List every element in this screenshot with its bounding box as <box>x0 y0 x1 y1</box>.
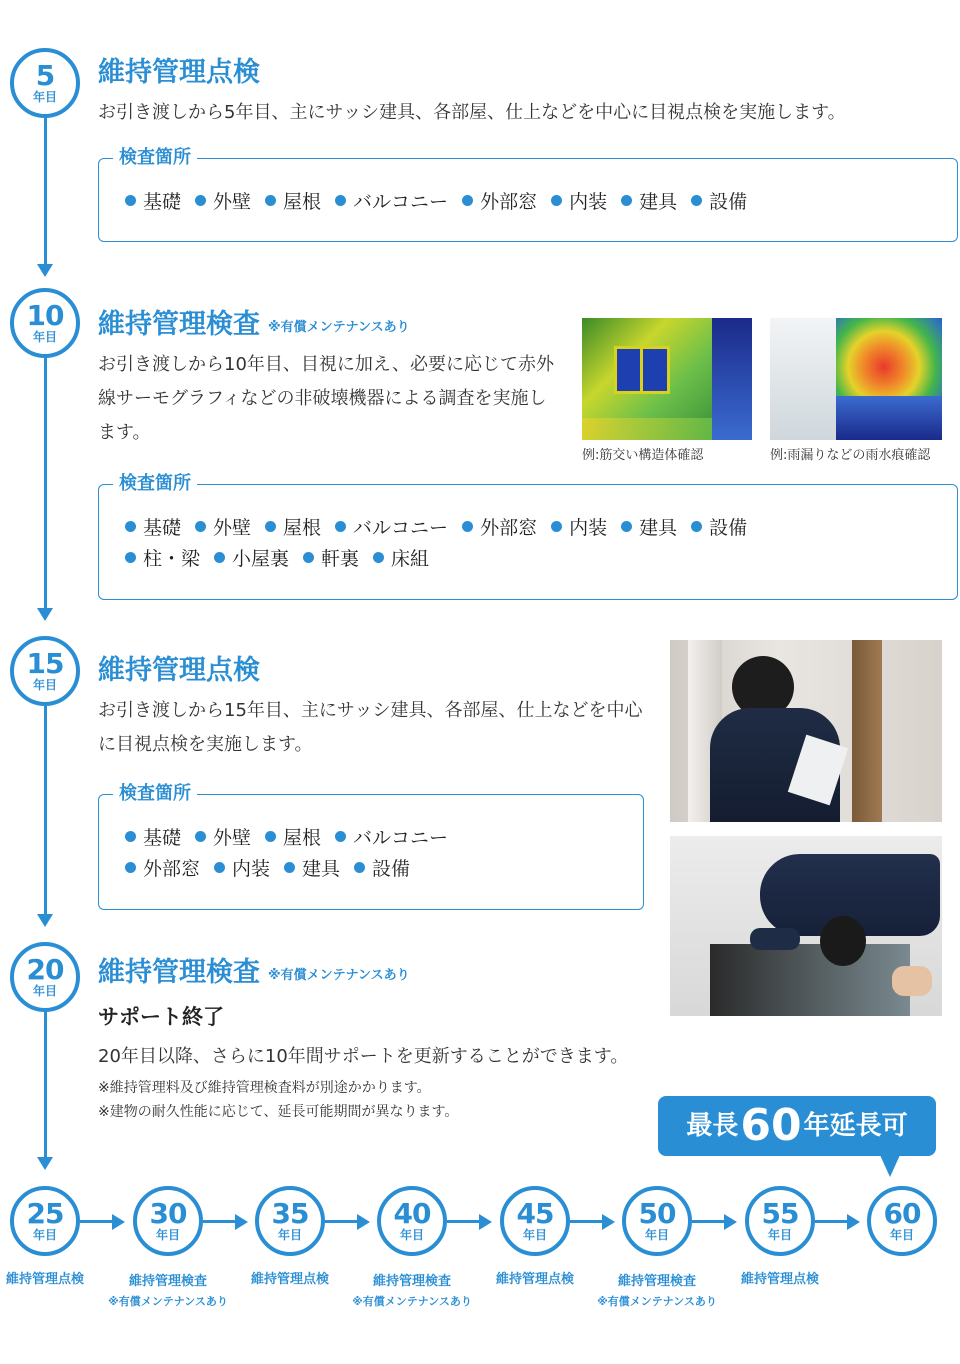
year-badge <box>10 942 80 1012</box>
step-title <box>98 648 260 687</box>
year-number: 25 <box>26 1197 64 1230</box>
inspection-item: 内装 <box>551 513 607 544</box>
inspection-item: 外部窓 <box>462 513 537 544</box>
arrow-right-icon <box>112 1214 125 1230</box>
inspection-item: 屋根 <box>265 823 321 854</box>
inspection-item: 基礎 <box>125 187 181 218</box>
arrow-right-icon <box>235 1214 248 1230</box>
inspection-item: 建具 <box>621 513 677 544</box>
year-unit: 年目 <box>277 1228 302 1242</box>
timeline-label: 維持管理点検 <box>740 1272 819 1287</box>
timeline-line <box>815 1220 849 1223</box>
year-unit: 年目 <box>644 1228 669 1242</box>
year-number: 35 <box>271 1197 309 1230</box>
inspector-photo-floor-hatch <box>670 836 942 1016</box>
paid-maintenance-note: ※有償メンテナンスあり <box>352 1295 472 1308</box>
paid-maintenance-note: ※有償メンテナンスあり <box>108 1295 228 1308</box>
paid-maintenance-note: ※有償メンテナンスあり <box>268 968 410 983</box>
timeline-line <box>203 1220 237 1223</box>
year-unit: 年目 <box>155 1228 180 1242</box>
callout-pointer <box>880 1155 900 1177</box>
year-number: 10 <box>26 299 64 332</box>
year-unit: 年目 <box>767 1228 792 1242</box>
timeline-label: 維持管理検査 <box>128 1274 207 1289</box>
year-number: 60 <box>883 1197 921 1230</box>
timeline-label: 維持管理点検 <box>495 1272 574 1287</box>
step-title <box>98 302 410 341</box>
inspection-item: 外部窓 <box>462 187 537 218</box>
timeline-line <box>44 706 47 916</box>
timeline-line <box>692 1220 726 1223</box>
max-extension-callout <box>658 1096 936 1156</box>
inspection-item: 外壁 <box>195 823 251 854</box>
year-badge <box>10 1186 80 1256</box>
inspection-item: 設備 <box>691 187 747 218</box>
timeline-line <box>44 118 47 266</box>
year-unit: 年目 <box>32 90 57 104</box>
inspection-item: 内装 <box>551 187 607 218</box>
arrow-right-icon <box>847 1214 860 1230</box>
inspection-item: 外部窓 <box>125 854 200 885</box>
arrow-right-icon <box>357 1214 370 1230</box>
year-unit: 年目 <box>32 330 57 344</box>
inspection-legend: 検査箇所 <box>113 782 197 806</box>
paid-maintenance-note: ※有償メンテナンスあり <box>268 320 410 335</box>
year-unit: 年目 <box>32 678 57 692</box>
inspection-items <box>125 187 943 218</box>
year-badge <box>133 1186 203 1256</box>
year-badge <box>745 1186 815 1256</box>
step-description: 20年目以降、さらに10年間サポートを更新することができます。 <box>98 1046 629 1067</box>
year-unit: 年目 <box>399 1228 424 1242</box>
arrow-right-icon <box>479 1214 492 1230</box>
timeline-line <box>325 1220 359 1223</box>
inspection-item: 床組 <box>373 544 429 575</box>
year-number: 40 <box>393 1197 431 1230</box>
year-number: 15 <box>26 647 64 680</box>
step-description: お引き渡しから10年目、目視に加え、必要に応じて赤外線サーモグラフィなどの非破壊機器による調査を実施します。 <box>98 354 554 443</box>
inspection-box <box>98 473 958 600</box>
year-number: 30 <box>149 1197 187 1230</box>
year-number: 55 <box>761 1197 799 1230</box>
step-title-text: 維持管理検査 <box>98 309 260 340</box>
fine-print: ※建物の耐久性能に応じて、延長可能期間が異なります。 <box>98 1104 459 1120</box>
callout-prefix: 最長 <box>686 1111 739 1141</box>
inspection-item: 小屋裏 <box>214 544 289 575</box>
timeline-line <box>80 1220 114 1223</box>
timeline-line <box>44 1012 47 1158</box>
inspection-items <box>125 513 943 575</box>
year-badge <box>10 48 80 118</box>
thermography-image-structure <box>582 318 752 440</box>
timeline-line <box>570 1220 604 1223</box>
year-unit: 年目 <box>32 984 57 998</box>
fine-print: ※維持管理料及び維持管理検査料が別途かかります。 <box>98 1080 431 1096</box>
year-unit: 年目 <box>889 1228 914 1242</box>
inspection-item: 設備 <box>691 513 747 544</box>
inspection-box <box>98 783 644 910</box>
arrow-right-icon <box>724 1214 737 1230</box>
inspection-items <box>125 823 629 885</box>
inspection-item: 建具 <box>284 854 340 885</box>
callout-suffix: 年延長可 <box>803 1111 908 1141</box>
step-title <box>98 950 410 989</box>
thermography-image-leak <box>770 318 942 440</box>
year-badge <box>867 1186 937 1256</box>
year-number: 20 <box>26 953 64 986</box>
inspection-legend: 検査箇所 <box>113 146 197 170</box>
year-unit: 年目 <box>32 1228 57 1242</box>
year-number: 5 <box>35 59 55 92</box>
inspection-item: 内装 <box>214 854 270 885</box>
inspection-item: 設備 <box>354 854 410 885</box>
year-number: 50 <box>638 1197 676 1230</box>
step-title <box>98 50 260 89</box>
timeline-line <box>447 1220 481 1223</box>
inspection-item: 屋根 <box>265 187 321 218</box>
image-caption: 例:筋交い構造体確認 <box>582 448 704 463</box>
arrow-down-icon <box>37 1157 53 1170</box>
step-title-text: 維持管理検査 <box>98 957 260 988</box>
paid-maintenance-note: ※有償メンテナンスあり <box>597 1295 717 1308</box>
year-badge <box>255 1186 325 1256</box>
year-badge <box>500 1186 570 1256</box>
timeline-label: 維持管理検査 <box>372 1274 451 1289</box>
timeline-line <box>44 358 47 610</box>
support-end-heading: サポート終了 <box>98 1005 224 1029</box>
inspection-item: バルコニー <box>335 187 448 218</box>
year-badge <box>10 288 80 358</box>
inspection-item: 屋根 <box>265 513 321 544</box>
inspection-item: バルコニー <box>335 823 448 854</box>
arrow-down-icon <box>37 608 53 621</box>
arrow-down-icon <box>37 264 53 277</box>
inspection-item: 建具 <box>621 187 677 218</box>
inspection-item: 外壁 <box>195 187 251 218</box>
inspection-item: 基礎 <box>125 513 181 544</box>
arrow-down-icon <box>37 914 53 927</box>
year-badge <box>10 636 80 706</box>
year-badge <box>622 1186 692 1256</box>
inspection-item: バルコニー <box>335 513 448 544</box>
inspection-item: 基礎 <box>125 823 181 854</box>
inspection-box <box>98 147 958 242</box>
timeline-label: 維持管理点検 <box>5 1272 84 1287</box>
inspection-item: 柱・梁 <box>125 544 200 575</box>
inspector-photo-clipboard <box>670 640 942 822</box>
timeline-label: 維持管理検査 <box>617 1274 696 1289</box>
inspection-legend: 検査箇所 <box>113 472 197 496</box>
callout-number: 60 <box>740 1100 802 1151</box>
year-badge <box>377 1186 447 1256</box>
step-description: お引き渡しから5年目、主にサッシ建具、各部屋、仕上などを中心に目視点検を実施します。 <box>98 102 846 123</box>
image-caption: 例:雨漏りなどの雨水痕確認 <box>770 448 931 463</box>
step-title-text: 維持管理点検 <box>98 655 260 686</box>
timeline-label: 維持管理点検 <box>250 1272 329 1287</box>
year-number: 45 <box>516 1197 554 1230</box>
inspection-item: 軒裏 <box>303 544 359 575</box>
step-title-text: 維持管理点検 <box>98 57 260 88</box>
year-unit: 年目 <box>522 1228 547 1242</box>
step-description: お引き渡しから15年目、主にサッシ建具、各部屋、仕上などを中心に目視点検を実施します。 <box>98 700 643 755</box>
inspection-item: 外壁 <box>195 513 251 544</box>
arrow-right-icon <box>602 1214 615 1230</box>
